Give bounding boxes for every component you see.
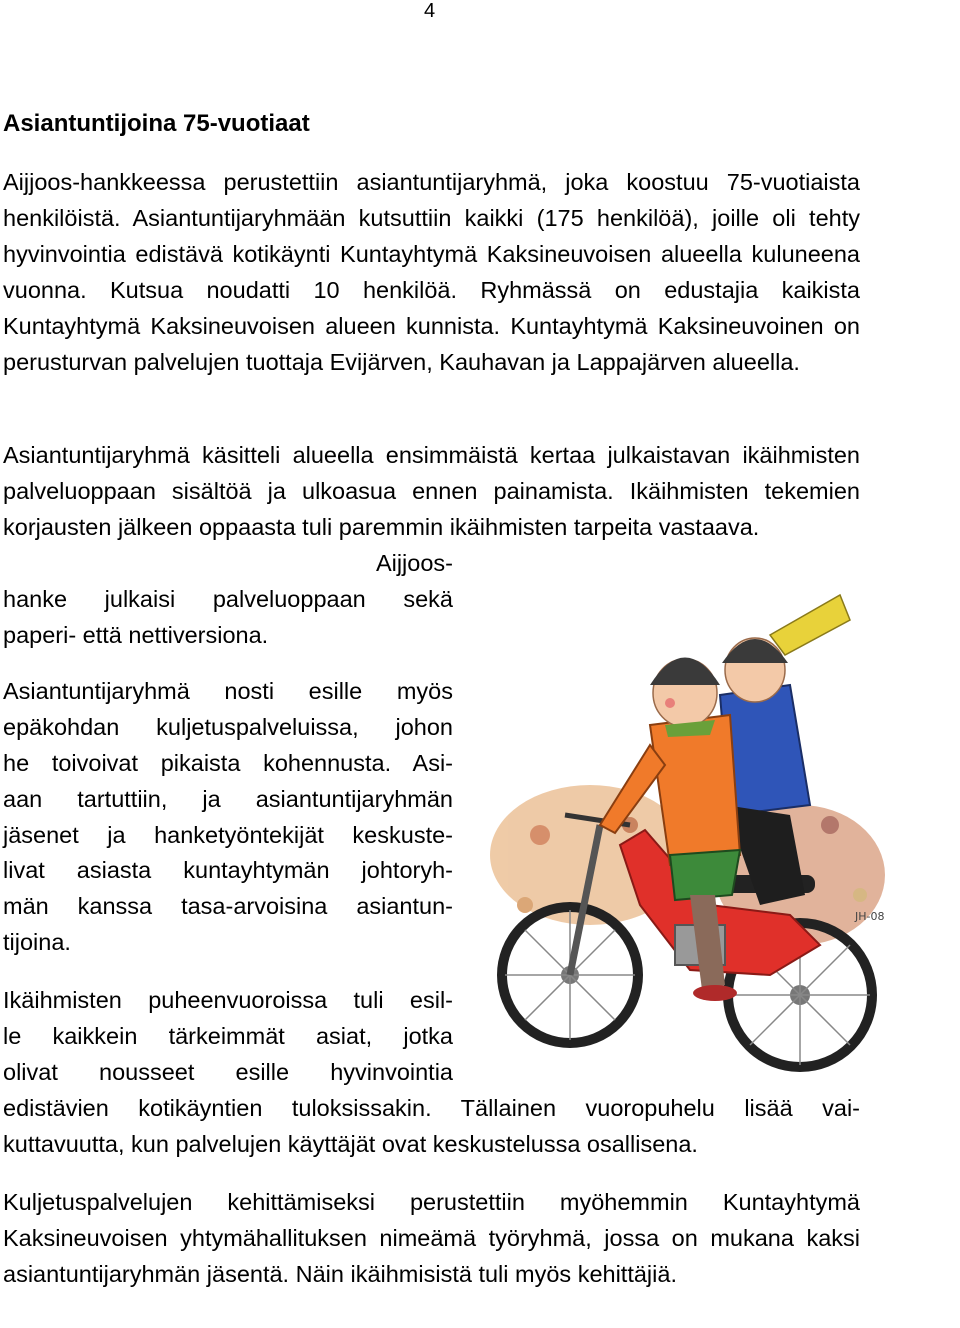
paragraph-dialogue [3,983,860,1162]
text-line: olivat nousseet esille hyvinvointia [3,1058,453,1085]
text-line: jäsenet ja hanketyöntekijät keskuste- [3,821,453,848]
text-line: kuttavuutta, kun palvelujen käyttäjät ovat keskustelussa osallisena. [3,1130,698,1157]
text-line: paperi- että nettiversiona. [3,621,269,648]
text-line: epäkohdan kuljetuspalveluissa, johon [3,713,453,740]
text-line: Aijjoos- [375,550,453,576]
scooter-illustration [470,575,890,1095]
paragraph-working-group: Kuljetuspalvelujen kehittämiseksi perustettiin myöhemmin Kuntayhtymä Kaksineuvoisen yhtymähallituksen nimeämä työryhmä, jossa on mukana kaksi asiantuntijaryhmän jäsentä. Näin ikäihmisistä tuli myös kehittäjiä. [3,1189,860,1287]
text-line: män kanssa tasa-arvoisina asiantun- [3,893,453,920]
text-line: le kaikkein tärkeimmät asiat, jotka [3,1022,453,1049]
text-line: he toivoivat pikaista kohennusta. Asi- [3,749,453,776]
text-line: aan tartuttiin, ja asiantuntijaryhmän [3,785,453,812]
artist-signature: JH-08 [855,910,885,923]
text-line: Ikäihmisten puheenvuoroissa tuli esil- [3,987,453,1013]
paragraph-guide-wrap [3,546,453,654]
text-line: edistävien kotikäyntien tuloksissakin. Tällainen vuoropuhelu lisää vai- [3,1094,860,1121]
page-number: 4 [424,0,436,22]
text-line: tijoina. [3,929,71,956]
text-line: livat asiasta kuntayhtymän johtoryh- [3,857,453,884]
page-title: Asiantuntijoina 75-vuotiaat [3,110,310,137]
text-line: hanke julkaisi palveluoppaan sekä [3,585,453,612]
paragraph-guide-main: Asiantuntijaryhmä käsitteli alueella ensimmäistä kertaa julkaistavan ikäihmisten palveluoppaan sisältöä ja ulkoasua ennen painamista. Ikäihmisten tekemien korjausten jälkeen oppaasta tuli paremmin ikäihmisten tarpeita vastaava. [3,442,860,540]
text-line: Asiantuntijaryhmä nosti esille myös [3,678,453,704]
paragraph-transport [3,674,453,961]
paragraph-intro: Aijjoos-hankkeessa perustettiin asiantuntijaryhmä, joka koostuu 75-vuotiaista henkilöistä. Asiantuntijaryhmään kutsuttiin kaikki (175 henkilöä), joille oli tehty hyvinvointia edistävä kotikäynti Kuntayhtymä Kaksineuvoisen alueella kuluneena vuonna. Kutsua noudatti 10 henkilöä. Ryhmässä on edustajia kaikista Kuntayhtymä Kaksineuvoisen alueen kunnista. Kuntayhtymä Kaksineuvoinen on perusturvan palvelujen tuottaja Evijärven, Kauhavan ja Lappajärven alueella. [3,169,860,375]
